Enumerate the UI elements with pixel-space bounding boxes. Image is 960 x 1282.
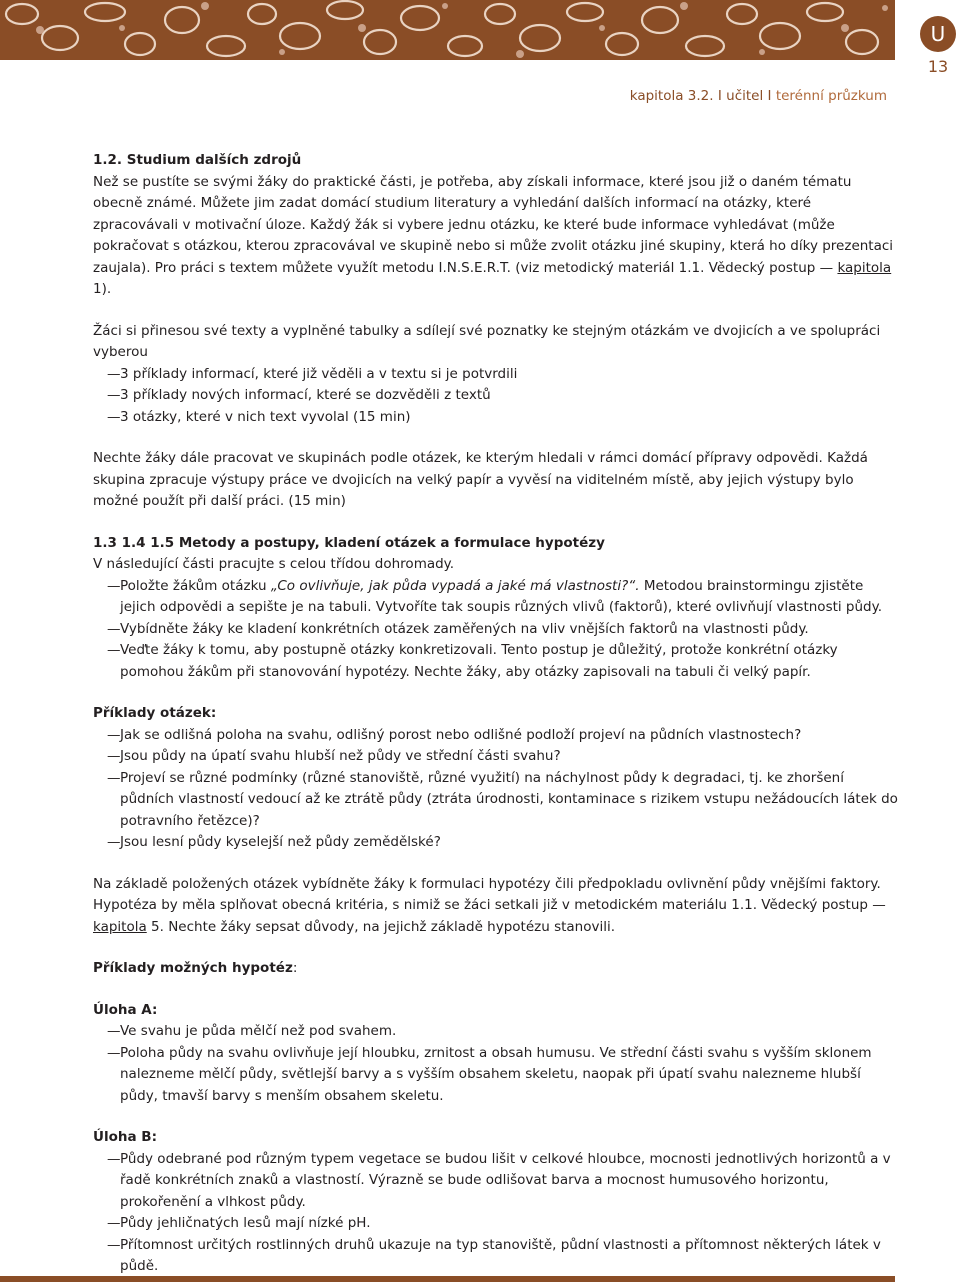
list-item: — Přítomnost určitých rostlinných druhů ukazuje na typ stanoviště, půdní vlastnosti a přítomnost některých látek v půdě. [93,1235,898,1278]
breadcrumb-separator: I [763,88,776,104]
list-item: — Poloha půdy na svahu ovlivňuje její hloubku, zrnitost a obsah humusu. Ve střední části svahu s vyšším sklonem nalezneme mělčí půdy, světlejší barvy a s vyšším obsahem skeletu, naopak při úpatí svahu nalezneme hlubší půdy, tmavší barvy s menším obsahem skeletu. [93,1043,898,1108]
task-b-list [93,1149,898,1278]
breadcrumb-chapter: kapitola 3.2. [629,88,714,104]
heading-colon: : [292,960,298,976]
pairs-list [93,364,898,429]
pebble-pattern [0,0,895,60]
page-number: 13 [927,57,949,76]
document-body [93,150,898,1278]
section-title-questions: Příklady otázek: [93,705,217,721]
heading-text: Příklady možných hypotéz [93,960,293,976]
chapter-link[interactable]: kapitola [837,259,892,276]
list-text: Položte žákům otázku [120,577,271,594]
chapter-link[interactable]: kapitola [93,918,147,935]
paragraph-sources [93,172,898,301]
list-text: Metodou brainstormingu zjistěte jejich odpovědi a sepište je na tabuli. Vytvoříte tak soupis různých vlivů (faktorů), které ovlivňují vlastnosti půdy. [120,577,882,615]
list-item: — Jsou půdy na úpatí svahu hlubší než půdy ve střední části svahu? [93,746,898,768]
list-item [93,576,898,619]
list-item: — Veďte žáky k tomu, aby postupně otázky konkretizovali. Tento postup je důležitý, protože konkrétní otázky pomohou žákům při stanovování hypotézy. Nechte žáky, aby otázky zapisovali na tabuli či velký papír. [93,640,898,683]
guiding-question: „Co ovlivňuje, jak půda vypadá a jaké má vlastnosti?“. [270,577,640,594]
section-badge: U [920,16,956,52]
paragraph-text: Na základě položených otázek vybídněte žáky k formulaci hypotézy čili předpokladu ovlivnění půdy vnějšími faktory. Hypotéza by měla splňovat obecná kritéria, s nimiž se žáci setkali již v metodickém materiálu 1.1. Vědecký postup — [93,875,886,913]
list-item: — 3 otázky, které v nich text vyvolal (15 min) [93,407,898,429]
list-item: — 3 příklady informací, které již věděli a v textu si je potvrdili [93,364,898,386]
breadcrumb-separator: I [713,88,727,104]
paragraph-pairs: Žáci si přinesou své texty a vyplněné tabulky a sdílejí své poznatky ke stejným otázkám ve dvojicích a ve spolupráci vyberou [93,322,881,360]
section-title-methods: 1.3 1.4 1.5 Metody a postupy, kladení otázek a formulace hypotézy [93,534,605,551]
task-a-title: Úloha A: [93,1001,158,1018]
section-title-hypotheses [93,958,898,980]
list-item: — Půdy odebrané pod různým typem vegetace se budou lišit v celkové hloubce, mocnosti jednotlivých horizontů a v řadě konkrétních znaků a vlastností. Výrazně se bude odlišovat barva a mocnost humusového horizontu, prokořenění a vlhkost půdy. [93,1149,898,1214]
list-item: — Jak se odlišná poloha na svahu, odlišný porost nebo odlišné podloží projeví na půdních vlastnostech? [93,725,898,747]
list-item: — 3 příklady nových informací, které se dozvěděli z textů [93,385,898,407]
questions-list [93,725,898,854]
list-item: — Ve svahu je půda mělčí než pod svahem. [93,1021,898,1043]
paragraph-text: 5. Nechte žáky sepsat důvody, na jejichž základě hypotézu stanovili. [146,918,616,935]
paragraph-groups: Nechte žáky dále pracovat ve skupinách podle otázek, ke kterým hledali v rámci domácí přípravy odpovědi. Každá skupina zpracuje výstupy práce ve dvojicích na velký papír a vyvěsí na viditelném místě, aby jejich výstupy bylo možné použít při další práci. (15 min) [93,450,868,509]
decorative-stone-banner [0,0,895,60]
list-item: — Vybídněte žáky ke kladení konkrétních otázek zaměřených na vliv vnějších faktorů na vlastnosti půdy. [93,619,898,641]
breadcrumb [630,88,887,104]
section-title-sources: 1.2. Studium dalších zdrojů [93,152,302,168]
breadcrumb-section: terénní průzkum [775,88,887,104]
paragraph-text: Než se pustíte se svými žáky do praktické části, je potřeba, aby získali informace, které jsou již o daném tématu obecně známé. Můžete jim zadat domácí studium literatury a vyhledání dalších informací na otázky, které zpracovávali v motivační úloze. Každý žák si vybere jednu otázku, ke které bude informace vyhledávat (může pokračovat s otázkou, kterou zpracovával ve skupině nebo si může zvolit otázku jiné skupiny, která ho díky prezentaci zaujala). Pro práci s textem můžete využít metodu I.N.S.E.R.T. (viz metodický materiál 1.1. Vědecký postup — [93,173,894,276]
list-item: — Projeví se různé podmínky (různé stanoviště, různé využití) na náchylnost půdy k degradaci, tj. ke zhoršení půdních vlastností vedoucí až ke ztrátě půdy (ztráta úrodnosti, kontaminace s rizikem vstupu nežádoucích látek do potravního řetězce)? [93,768,898,833]
breadcrumb-role: učitel [726,88,764,104]
methods-list [93,576,898,684]
task-b-title: Úloha B: [93,1129,157,1145]
footer-rule [0,1276,895,1282]
task-a-list [93,1021,898,1107]
paragraph-intro: V následující části pracujte s celou třídou dohromady. [93,556,455,572]
paragraph-hypothesis [93,874,898,939]
list-item: — Půdy jehličnatých lesů mají nízké pH. [93,1213,898,1235]
list-item: — Jsou lesní půdy kyselejší než půdy zemědělské? [93,832,898,854]
paragraph-text: 1). [93,281,112,297]
